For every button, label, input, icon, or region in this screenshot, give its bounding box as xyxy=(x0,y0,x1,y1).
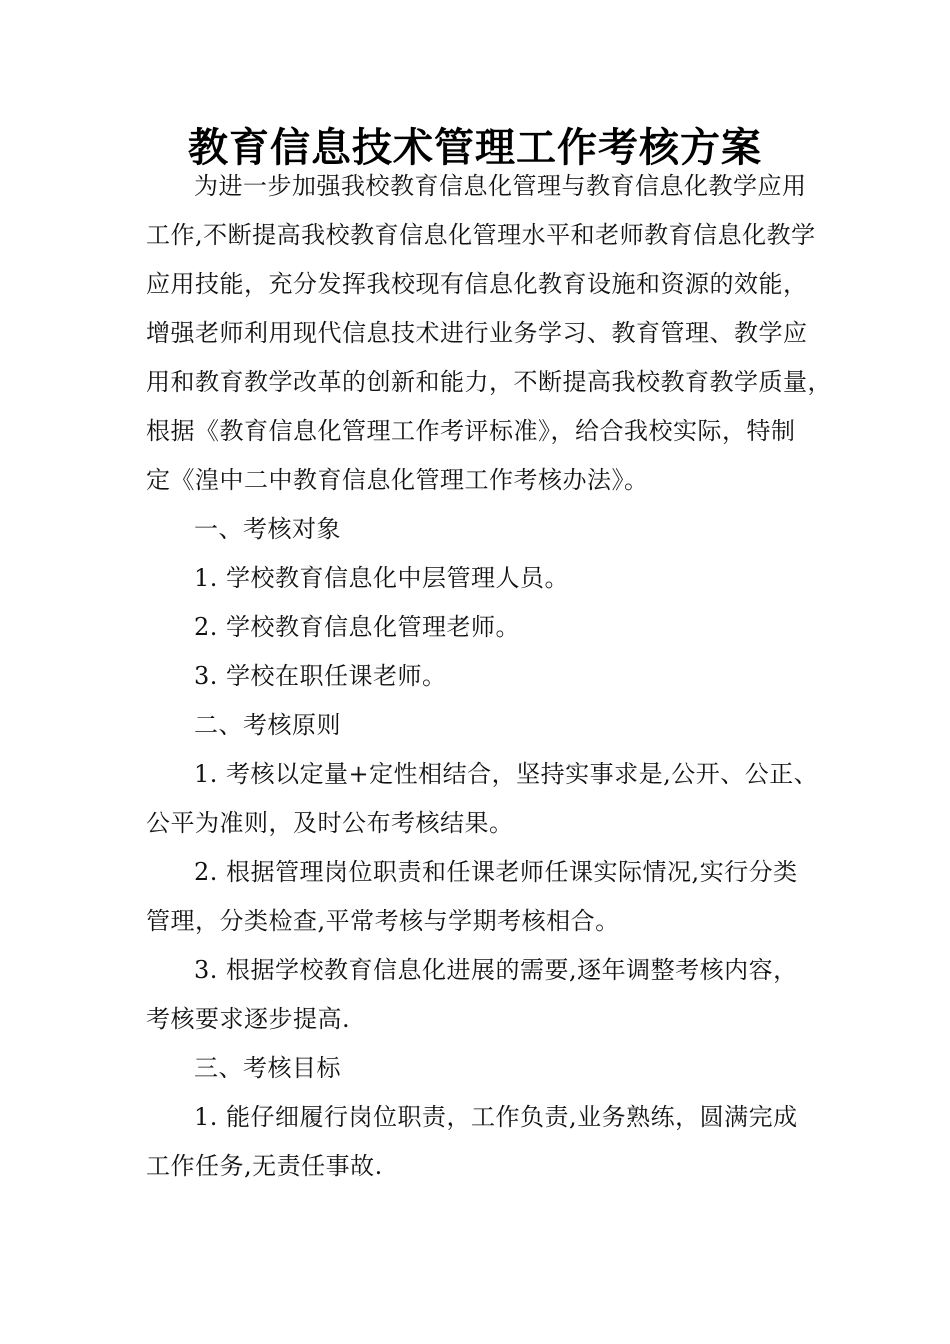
list-item: 3. 根据学校教育信息化进展的需要,逐年调整考核内容， xyxy=(194,956,798,984)
list-item: 1. 考核以定量+定性相结合，坚持实事求是,公开、公正、 xyxy=(194,760,819,788)
text-line: 用和教育教学改革的创新和能力，不断提高我校教育教学质量， xyxy=(146,368,832,396)
list-item: 2. 学校教育信息化管理老师。 xyxy=(194,613,521,641)
list-item-continuation: 考核要求逐步提高. xyxy=(146,1005,351,1033)
text-line: 应用技能，充分发挥我校现有信息化教育设施和资源的效能， xyxy=(146,270,808,298)
text-line: 根据《教育信息化管理工作考评标准》，给合我校实际，特制 xyxy=(146,417,796,445)
section-heading: 三、考核目标 xyxy=(194,1054,341,1082)
intro-paragraph xyxy=(146,162,832,505)
text-line: 为进一步加强我校教育信息化管理与教育信息化教学应用 xyxy=(194,172,807,200)
text-line: 工作,不断提高我校教育信息化管理水平和老师教育信息化教学 xyxy=(146,221,816,249)
list-item: 1. 学校教育信息化中层管理人员。 xyxy=(194,564,570,592)
list-item-continuation: 工作任务,无责任事故. xyxy=(146,1152,383,1180)
section-heading: 二、考核原则 xyxy=(194,711,341,739)
document-title: 教育信息技术管理工作考核方案 xyxy=(188,125,762,171)
text-line: 定《湟中二中教育信息化管理工作考核办法》。 xyxy=(146,466,649,494)
list-item-continuation: 公平为准则，及时公布考核结果。 xyxy=(146,809,514,837)
list-item: 2. 根据管理岗位职责和任课老师任课实际情况,实行分类 xyxy=(194,858,798,886)
document-body xyxy=(146,162,832,1191)
list-item-continuation: 管理，分类检查,平常考核与学期考核相合。 xyxy=(146,907,620,935)
text-line: 增强老师利用现代信息技术进行业务学习、教育管理、教学应 xyxy=(146,319,808,347)
section-heading: 一、考核对象 xyxy=(194,515,341,543)
list-item: 1. 能仔细履行岗位职责，工作负责,业务熟练，圆满完成 xyxy=(194,1103,798,1131)
list-item: 3. 学校在职任课老师。 xyxy=(194,662,447,690)
